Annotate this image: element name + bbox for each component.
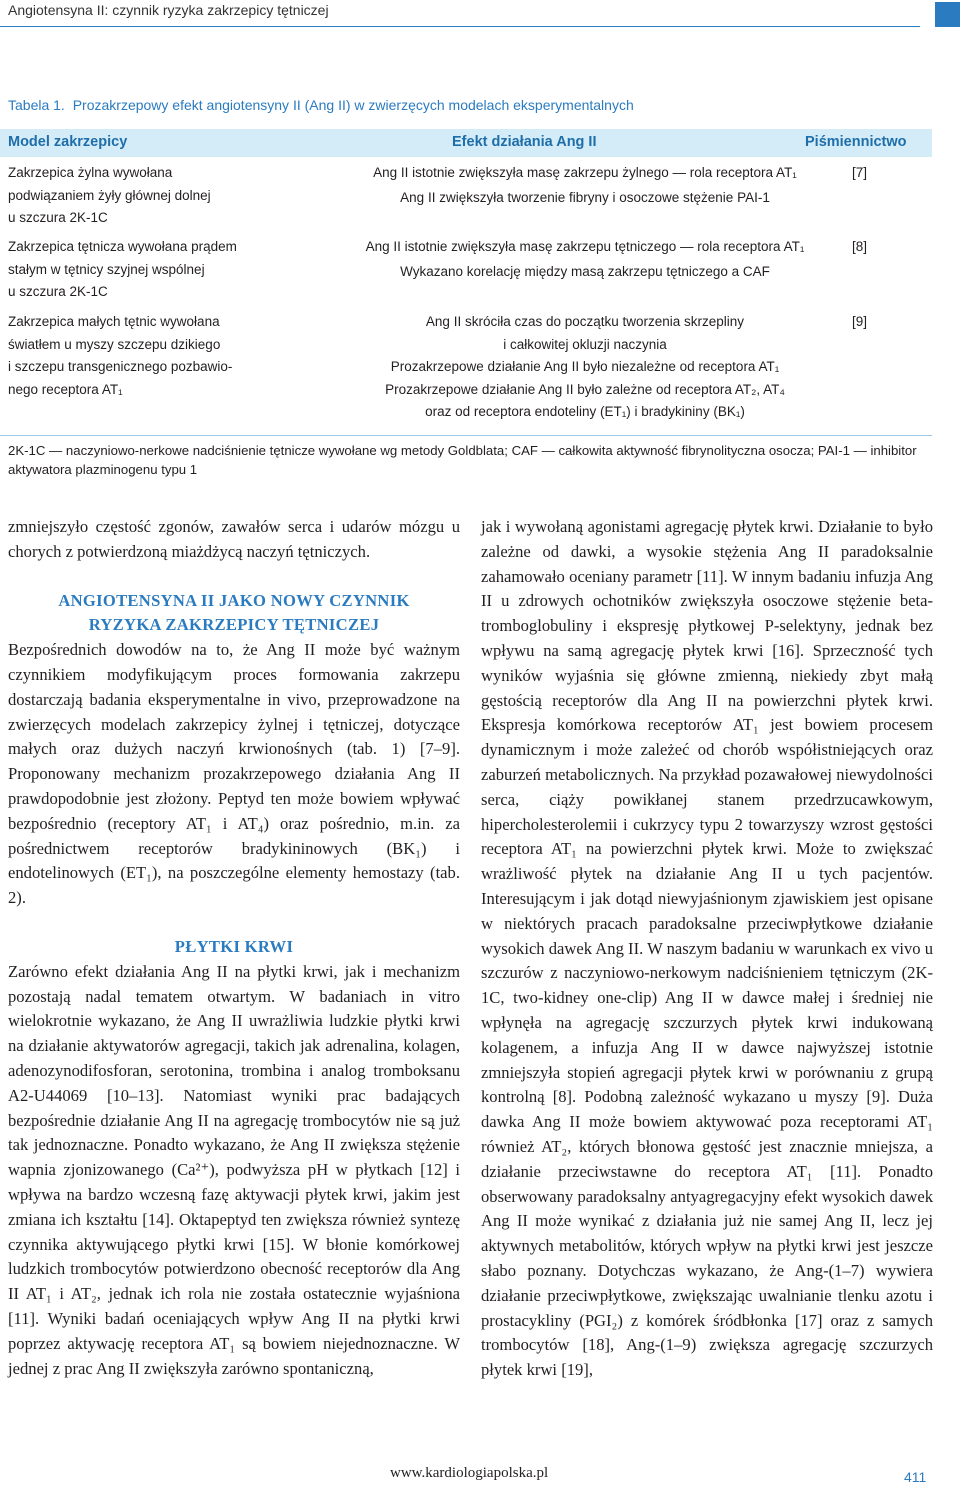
reference-cell: [9] bbox=[852, 314, 868, 329]
model-cell bbox=[8, 236, 278, 304]
model-line: i szczepu transgenicznego pozbawio- bbox=[8, 359, 233, 374]
body-paragraph: Zarówno efekt działania Ang II na płytki krwi, jak i mechanizm pozostają nadal tematem otwartym. W badaniach in vitro wielokrotnie wykazano, że Ang II uwrażliwia ludzkie płytki krwi na działanie aktywatorów agregacji, takich jak adrenalina, kolagen, adenozynodifosforan, serotonina, trombina i analog tromboksanu A2-U44069 [10–13]. Natomiast wyniki prac badających bezpośrednie działanie Ang II na agregację trombocytów nie są już tak jednoznaczne. Ponadto wykazano, że Ang II zwiększa stężenie wapnia zjonizowanego (Ca²⁺), podwyższa pH w płytkach [12] i wpływa na bardzo wczesną fazę aktywacji płytek krwi, jakim jest zmiana ich kształtu [14]. Oktapeptyd ten zwiększa również syntezę czynnika aktywującego płytki krwi [15]. W błonie komórkowej ludzkich trombocytów potwierdzono obecność receptorów dla Ang II AT₁ i AT₂, jednak ich rola nie została ostatecznie wyjaśniona [11]. Wyniki badań oceniających wpływ Ang II na płytki krwi poprzez aktywację receptora AT₁ są bowiem niejednoznaczne. W jednej z prac Ang II zwiększyła zarówno spontaniczną, bbox=[8, 961, 460, 1378]
body-paragraph: Bezpośrednich dowodów na to, że Ang II może być ważnym czynnikiem modyfikującym proces formowania zakrzepu dostarczają badania eksperymentalne in vivo, przeprowadzone na zwierzęcych modelach zakrzepicy żylnej i tętniczej, dotyczące małych oraz dużych naczyń krwionośnych (tab. 1) [7–9]. Proponowany mechanizm prozakrzepowego działania Ang II prawdopodobnie jest złożony. Peptyd ten może bowiem wpływać bezpośrednio (receptory AT₁ i AT₄) oraz pośrednio, m.in. za pośrednictwem receptorów bradykininowych (BK₁) i endotelinowych (ET₁), na poszczególne elementy hemostazy (tab. 2). bbox=[8, 640, 460, 908]
reference-cell: [8] bbox=[852, 239, 868, 254]
section-heading-platelets: PŁYTKI KRWI bbox=[174, 936, 294, 956]
heading-line: RYZYKA ZAKRZEPICY TĘTNICZEJ bbox=[88, 615, 380, 635]
effect-line: Ang II zwiększyła tworzenie fibryny i osoczowe stężenie PAI-1 bbox=[400, 189, 770, 205]
table-bottom-rule bbox=[0, 435, 932, 436]
header-rule bbox=[0, 26, 920, 27]
effect-line: Ang II istotnie zwiększyła masę zakrzepu żylnego — rola receptora AT₁ bbox=[373, 165, 797, 180]
model-line: u szczura 2K-1C bbox=[8, 284, 108, 299]
effect-line: oraz od receptora endoteliny (ET₁) i bradykininy (BK₁) bbox=[425, 404, 745, 419]
table-header-effect: Efekt działania Ang II bbox=[452, 134, 597, 150]
heading-line: ANGIOTENSYNA II JAKO NOWY CZYNNIK bbox=[58, 590, 410, 610]
table-header-model: Model zakrzepicy bbox=[8, 134, 128, 150]
effect-line: Ang II istotnie zwiększyła masę zakrzepu tętniczego — rola receptora AT₁ bbox=[365, 239, 805, 254]
table-caption-text: Prozakrzepowy efekt angiotensyny II (Ang II) w zwierzęcych modelach eksperymentalnych bbox=[72, 97, 634, 113]
model-line: światłem u myszy szczepu dzikiego bbox=[8, 336, 221, 352]
model-line: stałym w tętnicy szyjnej wspólnej bbox=[8, 261, 205, 277]
model-cell bbox=[8, 162, 278, 230]
right-column bbox=[481, 515, 933, 1383]
model-line: Zakrzepica żylna wywołana bbox=[8, 165, 173, 180]
table-header-references: Piśmiennictwo bbox=[805, 134, 907, 150]
effect-line: i całkowitej okluzji naczynia bbox=[503, 336, 667, 352]
effect-line: Ang II skróciła czas do początku tworzenia skrzepliny bbox=[425, 314, 745, 329]
model-line: u szczura 2K-1C bbox=[8, 210, 108, 225]
table-footnote: 2K-1C — naczyniowo-nerkowe nadciśnienie tętnicze wywołane wg metody Goldblata; CAF — całkowita aktywność fibrynolityczna osocza; PAI-1 — inhibitor aktywatora plazminogenu typu 1 bbox=[8, 443, 917, 477]
model-cell bbox=[8, 311, 278, 401]
table-caption bbox=[8, 97, 634, 113]
header-corner-square bbox=[935, 2, 960, 27]
left-column bbox=[8, 515, 460, 1381]
effect-line: Wykazano korelację między masą zakrzepu tętniczego a CAF bbox=[400, 263, 770, 279]
section-heading-angiotensin bbox=[8, 589, 460, 639]
table-header bbox=[0, 129, 932, 157]
reference-cell: [7] bbox=[852, 165, 868, 180]
effect-line: Prozakrzepowe działanie Ang II było zależne od receptora AT₂, AT₄ bbox=[385, 381, 785, 397]
effect-line: Prozakrzepowe działanie Ang II było niezależne od receptora AT₁ bbox=[390, 359, 780, 374]
effect-cell bbox=[290, 236, 880, 283]
page-number: 411 bbox=[904, 1469, 927, 1485]
running-header-title: Angiotensyna II: czynnik ryzyka zakrzepicy tętniczej bbox=[8, 2, 329, 18]
body-paragraph: jak i wywołaną agonistami agregację płytek krwi. Działanie to było zależne od dawki, a wysokie stężenia Ang II paradoksalnie zahamowało oceniany parametr [11]. W innym badaniu infuzja Ang II u zdrowych ochotników zwiększyła osoczowe stężenie beta-tromboglobuliny i ekspresję płytkowej P-selektyny, jednak bez wpływu na samą agregację płytek krwi [16]. Sprzeczność tych wyników wyjaśnia się główne zmienną, niekiedy zbyt małą gęstością receptorów dla Ang II na powierzchni płytek krwi. Ekspresja komórkowa receptorów AT₁ jest bowiem procesem dynamicznym i może zależeć od chorób współistniejących oraz zaburzeń metabolicznych. Na przykład pozawałowej niewydolności serca, ciąży powikłanej stanem przedrzucawkowym, hipercholesterolemii i cukrzycy typu 2 towarzyszy wzrost gęstości receptora AT₁ na powierzchni płytek krwi. Może to zwiększać wrażliwość płytek na działanie Ang II u tych pacjentów. Interesującym i jak dotąd niewyjaśnionym zjawiskiem jest opisane w niektórych pracach paradoksalne przeciwpłytkowe działanie wysokich dawek Ang II. W naszym badaniu w warunkach ex vivo u szczurów z naczyniowo-nerkowym nadciśnieniem tętniczym (2K-1C, two-kidney one-clip) Ang II w dawce małej i średniej nie wpłynęła na agregację szczurzych płytek krwi indukowaną kolagenem, a infuzja Ang II w dawce najwyższej istotnie zmniejszyła stopień agregacji płytek krwi w porównaniu z grupą kontrolną [8]. Podobną zależność wykazano u myszy [9]. Duża dawka Ang II może bowiem aktywować poza receptorami AT₁ również AT₂, których błonowa gęstość jest znacznie mniejsza, a działanie przeciwstawne do receptora AT₁ [11]. Ponadto obserwowany paradoksalny antyagregacyjny efekt wysokich dawek Ang II może wynikać z działania już nie samej Ang II, lecz jej aktywnych metabolitów, których wpływ na płytki krwi jest jeszcze słabo poznany. Dotychczas wykazano, że Ang-(1–7) wywiera działanie przeciwpłytkowe, zwiększając uwalnianie tlenku azotu i prostacykliny (PGI₂) z komórek śródbłonka [17] oraz z samych trombocytów [18], Ang-(1–9) zwiększa agregację szczurzych płytek krwi [19], bbox=[481, 517, 933, 1380]
model-line: podwiązaniem żyły głównej dolnej bbox=[8, 187, 211, 203]
intro-paragraph: zmniejszyło częstość zgonów, zawałów serca i udarów mózgu u chorych z potwierdzoną miażdżycą naczyń tętniczych. bbox=[8, 517, 460, 561]
table-caption-label: Tabela 1. bbox=[8, 97, 65, 113]
model-line: Zakrzepica tętnicza wywołana prądem bbox=[8, 239, 237, 254]
footer-url: www.kardiologiapolska.pl bbox=[390, 1465, 549, 1481]
model-line: Zakrzepica małych tętnic wywołana bbox=[8, 314, 220, 329]
effect-cell bbox=[290, 311, 880, 424]
model-line: nego receptora AT₁ bbox=[8, 381, 123, 397]
effect-cell bbox=[290, 162, 880, 209]
